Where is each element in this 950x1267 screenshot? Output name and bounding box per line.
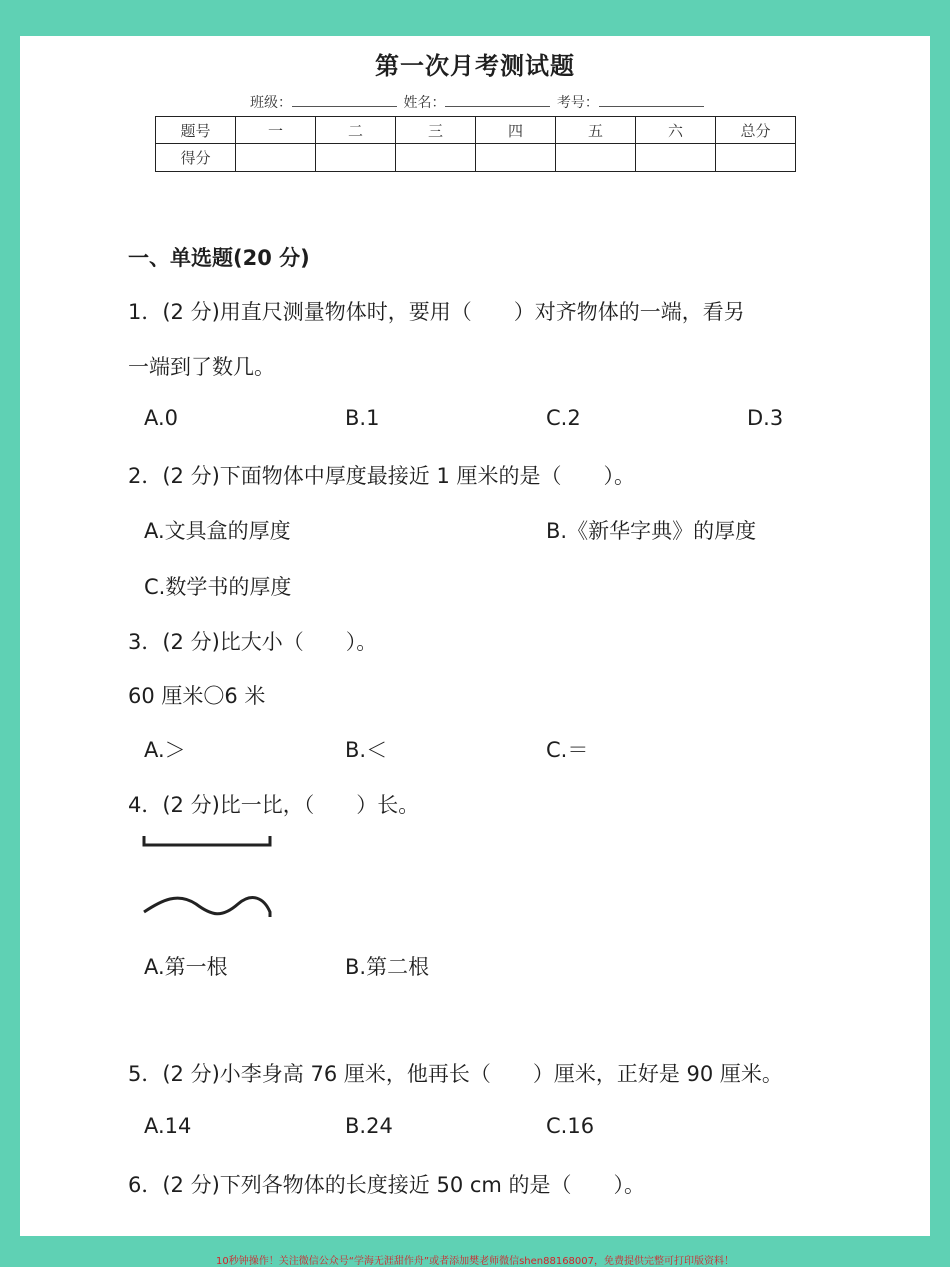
straight-line-figure <box>144 836 270 845</box>
name-blank[interactable] <box>445 94 550 107</box>
score-table <box>155 116 796 172</box>
wavy-line-figure <box>144 898 270 917</box>
score-cell[interactable] <box>476 144 556 172</box>
score-row-label: 得分 <box>156 144 236 172</box>
question-3: 3．(2 分)比大小（ ）。 <box>128 630 378 654</box>
score-cell[interactable] <box>716 144 796 172</box>
question-4: 4．(2 分)比一比，（ ）长。 <box>128 793 420 817</box>
exam-paper <box>20 36 930 1236</box>
page-title: 第一次月考测试题 <box>375 51 575 80</box>
q5-option-c[interactable]: C.16 <box>546 1114 595 1138</box>
section-heading: 一、单选题(20 分) <box>128 246 310 270</box>
line-comparison-figure <box>140 834 300 929</box>
student-info-line <box>250 92 706 112</box>
score-cell[interactable] <box>236 144 316 172</box>
score-cell[interactable] <box>636 144 716 172</box>
score-header-cell: 三 <box>396 117 476 144</box>
score-header-cell: 六 <box>636 117 716 144</box>
q1-option-a[interactable]: A.0 <box>144 406 179 430</box>
question-1-line-1: 1．(2 分)用直尺测量物体时，要用（ ）对齐物体的一端，看另 <box>128 300 745 324</box>
q2-option-a[interactable]: A.文具盒的厚度 <box>144 519 291 543</box>
score-cell[interactable] <box>316 144 396 172</box>
q3-option-a[interactable]: A.＞ <box>144 738 186 762</box>
score-table-header-row <box>156 117 796 144</box>
question-6: 6．(2 分)下列各物体的长度接近 50 cm 的是（ ）。 <box>128 1173 646 1197</box>
q5-option-a[interactable]: A.14 <box>144 1114 192 1138</box>
score-header-cell: 五 <box>556 117 636 144</box>
name-label: 姓名： <box>403 95 446 111</box>
score-header-cell: 题号 <box>156 117 236 144</box>
number-label: 考号： <box>556 95 599 111</box>
score-cell[interactable] <box>396 144 476 172</box>
q2-option-b[interactable]: B.《新华字典》的厚度 <box>546 519 757 543</box>
q4-option-b[interactable]: B.第二根 <box>345 955 430 979</box>
q1-option-c[interactable]: C.2 <box>546 406 581 430</box>
class-blank[interactable] <box>292 94 397 107</box>
score-header-cell: 四 <box>476 117 556 144</box>
class-label: 班级： <box>250 95 292 111</box>
q2-option-c[interactable]: C.数学书的厚度 <box>144 575 292 599</box>
q3-option-b[interactable]: B.＜ <box>345 738 388 762</box>
question-3-expression: 60 厘米〇6 米 <box>128 684 266 708</box>
question-5: 5．(2 分)小李身高 76 厘米，他再长（ ）厘米，正好是 90 厘米。 <box>128 1062 783 1086</box>
number-blank[interactable] <box>599 94 704 107</box>
q1-option-d[interactable]: D.3 <box>747 406 784 430</box>
score-cell[interactable] <box>556 144 636 172</box>
question-1-line-2: 一端到了数几。 <box>128 355 275 379</box>
score-header-cell: 总分 <box>716 117 796 144</box>
score-header-cell: 二 <box>316 117 396 144</box>
q4-option-a[interactable]: A.第一根 <box>144 955 228 979</box>
question-2: 2．(2 分)下面物体中厚度最接近 1 厘米的是（ ）。 <box>128 464 635 488</box>
q3-option-c[interactable]: C.＝ <box>546 738 589 762</box>
score-header-cell: 一 <box>236 117 316 144</box>
score-table-score-row <box>156 144 796 172</box>
q1-option-b[interactable]: B.1 <box>345 406 380 430</box>
q5-option-b[interactable]: B.24 <box>345 1114 393 1138</box>
footer-notice: 10秒钟操作！关注微信公众号“学海无涯甜作舟”或者添加樊老师微信shen88168007，免费提供完整可打印版资料！ <box>215 1256 735 1267</box>
